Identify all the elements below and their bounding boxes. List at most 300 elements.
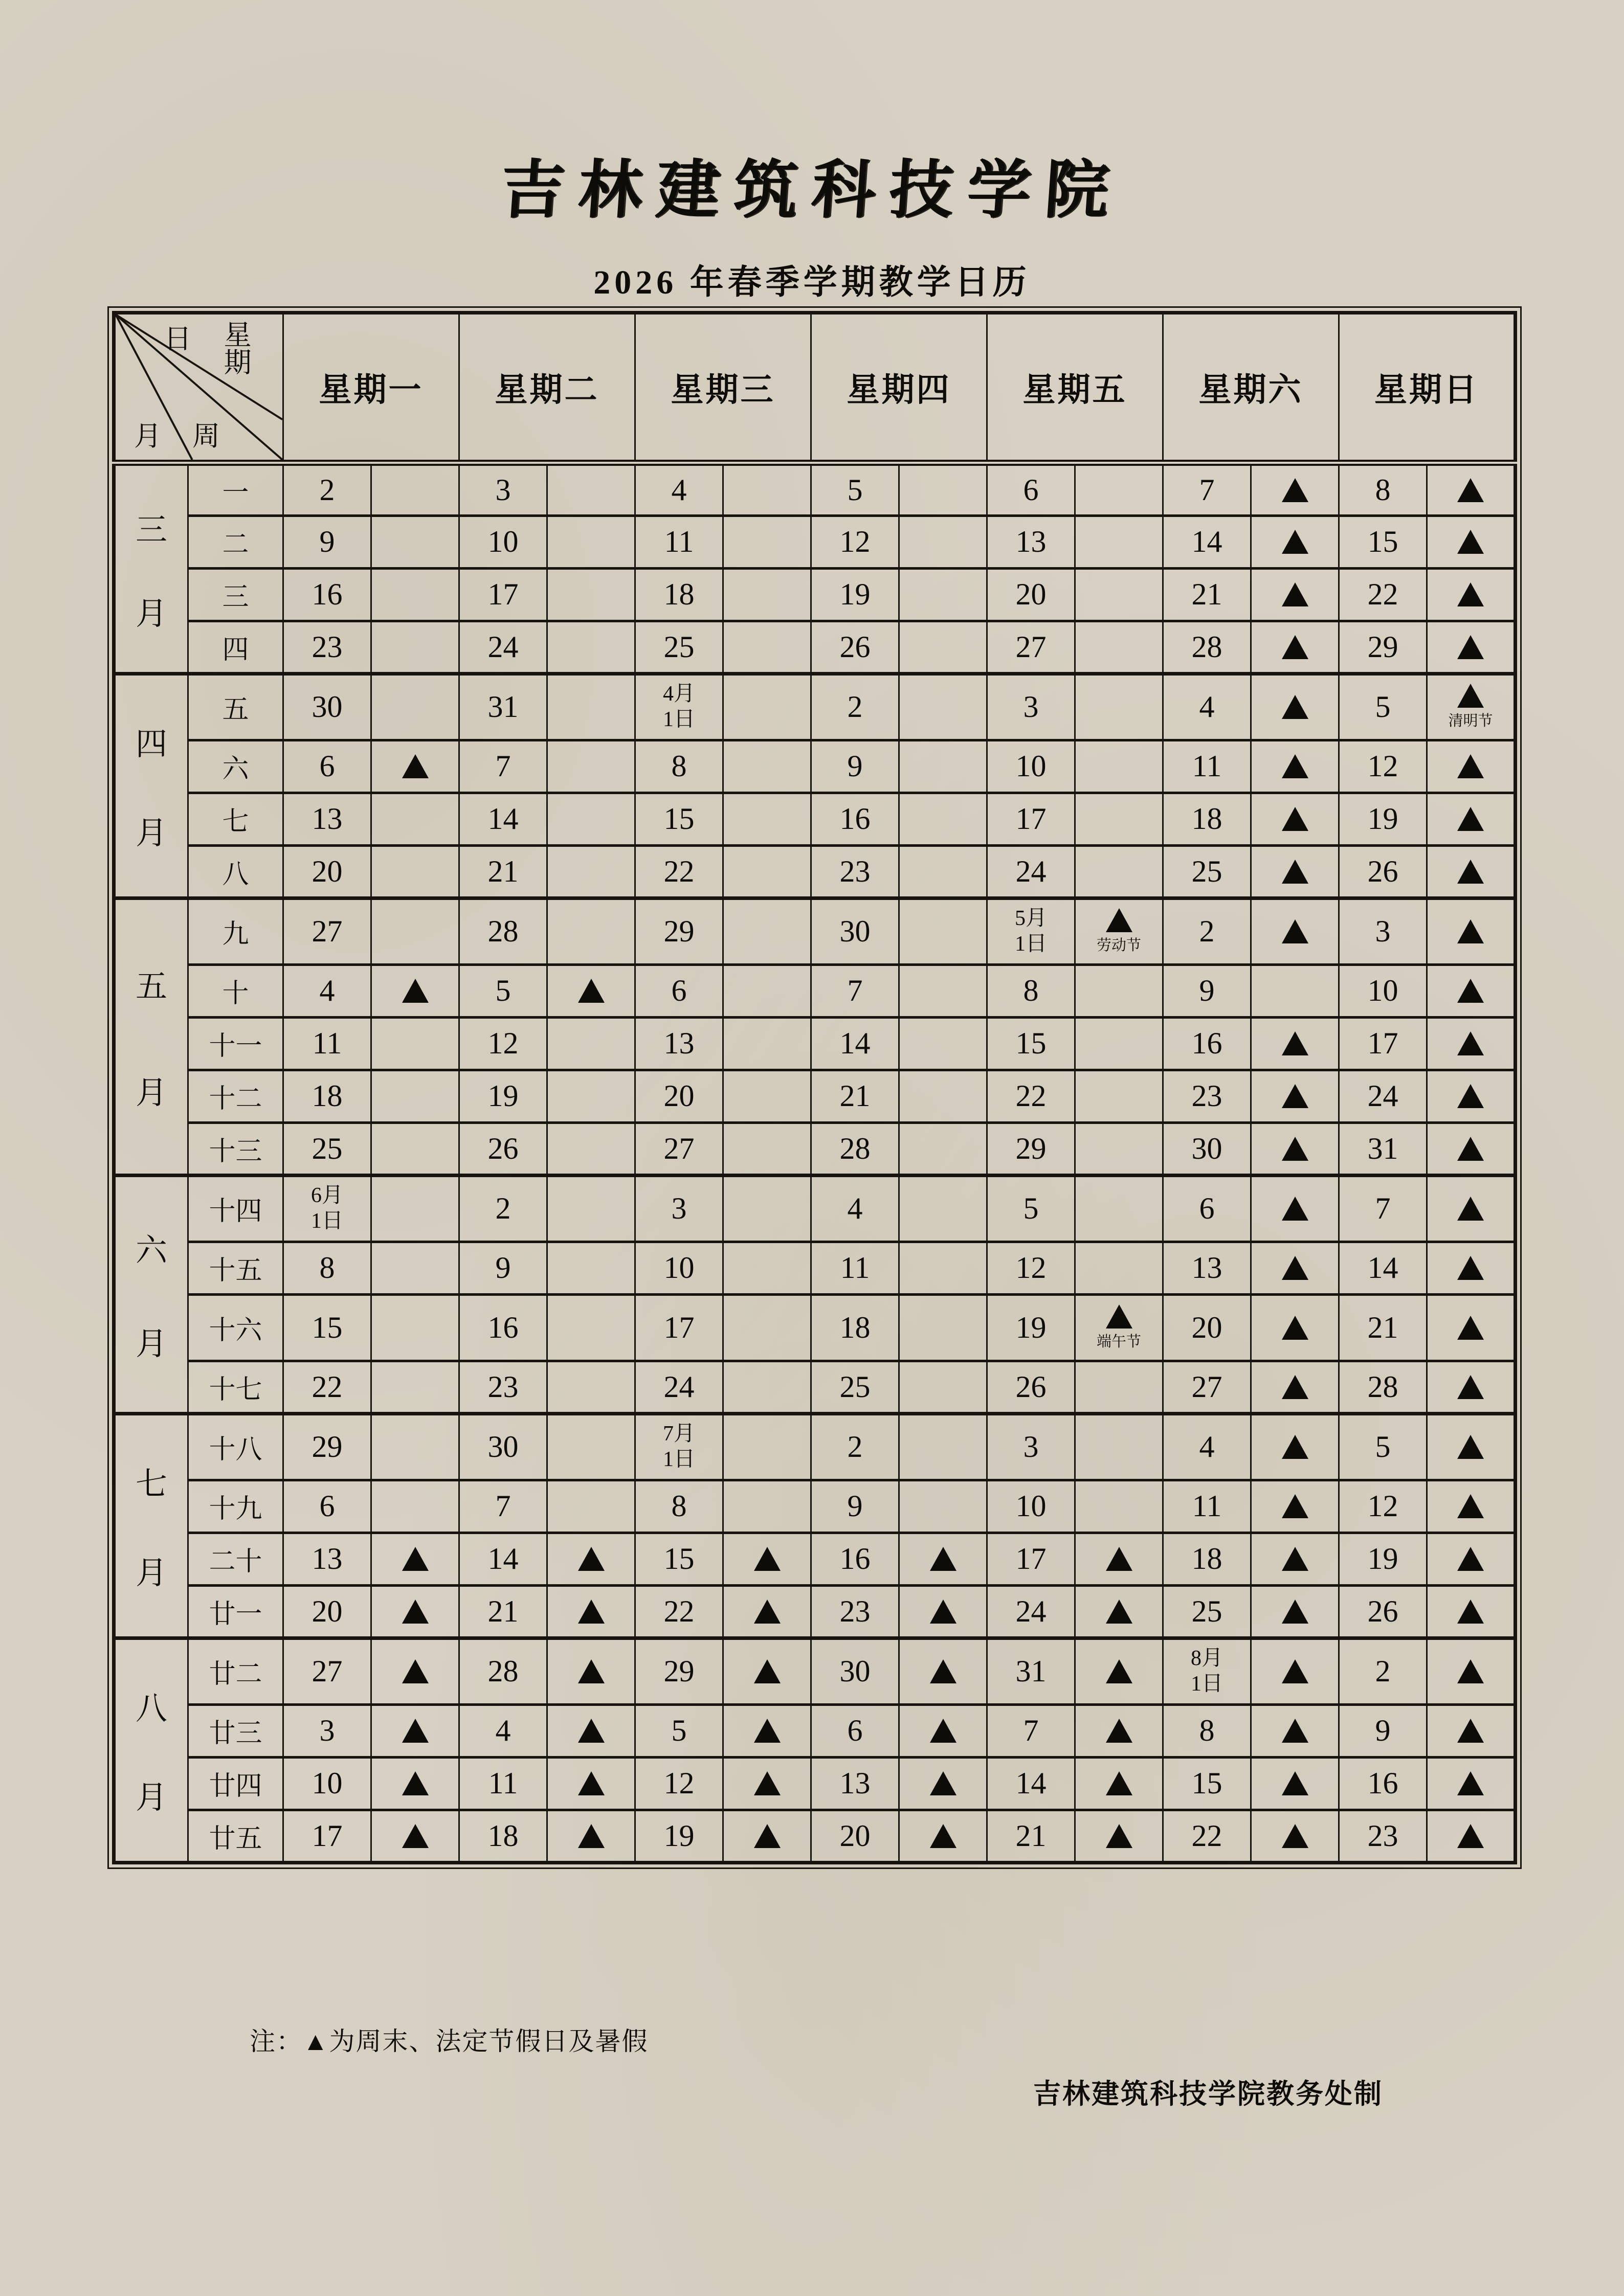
week-number: 一 [188,463,283,515]
holiday-marker-icon [1457,1137,1484,1161]
holiday-marker-icon [1282,1375,1308,1399]
date-cell: 13 [1163,1242,1251,1294]
date-cell: 28 [1163,621,1251,673]
marker-cell [1251,845,1339,898]
marker-cell [371,568,459,621]
date-cell [283,1175,371,1242]
holiday-marker-icon [1282,1494,1308,1518]
marker-cell [1427,1810,1516,1862]
corner-label-month: 月 [134,421,162,452]
date-cell: 29 [635,1638,723,1704]
marker-cell [1251,1175,1339,1242]
date-cell: 23 [459,1361,547,1413]
marker-cell [899,1122,987,1175]
holiday-marker-icon [402,1547,429,1571]
holiday-marker-icon [1282,1197,1308,1221]
month-label [114,673,188,898]
holiday-marker-icon [1457,979,1484,1003]
date-cell: 13 [283,793,371,845]
date-cell: 19 [1339,1533,1427,1585]
marker-cell [547,621,635,673]
holiday-marker-icon [1282,754,1308,778]
holiday-marker-icon [1282,582,1308,606]
date-cell: 4 [1163,673,1251,740]
date-cell: 9 [811,1480,899,1533]
marker-cell [1075,1638,1163,1704]
date-cell: 26 [1339,845,1427,898]
marker-cell [723,1361,811,1413]
date-cell: 29 [283,1413,371,1480]
date-cell: 11 [283,1017,371,1070]
holiday-marker-icon [402,754,429,778]
week-row [114,1810,1516,1862]
marker-cell [371,1122,459,1175]
date-cell: 22 [1163,1810,1251,1862]
calendar-body [114,463,1516,1862]
holiday-marker-icon [1282,1771,1308,1795]
holiday-marker-icon [1457,807,1484,831]
holiday-marker-icon [1282,919,1308,943]
date-cell: 4 [283,964,371,1017]
holiday-marker-icon [578,1719,605,1743]
week-number: 六 [188,740,283,793]
month-char: 月 [135,1556,167,1591]
week-number: 二 [188,515,283,568]
holiday-marker-icon [1282,1031,1308,1055]
marker-cell [723,1017,811,1070]
teaching-calendar-table [112,311,1517,1864]
date-line: 1日 [310,1209,343,1233]
marker-cell [1251,1070,1339,1122]
marker-cell [371,1585,459,1638]
date-cell: 6 [635,964,723,1017]
date-cell: 16 [811,1533,899,1585]
date-cell: 18 [1163,793,1251,845]
date-cell: 23 [283,621,371,673]
date-cell: 7 [987,1704,1075,1757]
date-cell: 30 [283,673,371,740]
marker-cell [1427,793,1516,845]
holiday-marker-icon [1457,1600,1484,1624]
holiday-marker-icon [754,1771,781,1795]
date-line: 1日 [662,1447,695,1471]
marker-cell [899,793,987,845]
marker-cell [899,1017,987,1070]
date-cell: 26 [459,1122,547,1175]
marker-cell [1251,1122,1339,1175]
marker-cell [1251,1361,1339,1413]
marker-cell [371,673,459,740]
week-row [114,1122,1516,1175]
marker-cell [547,793,635,845]
date-cell: 17 [283,1810,371,1862]
date-cell: 3 [283,1704,371,1757]
date-cell: 7 [459,1480,547,1533]
week-number: 廿四 [188,1757,283,1810]
holiday-marker-icon [1457,1256,1484,1280]
date-cell: 19 [459,1070,547,1122]
marker-cell [899,1070,987,1122]
date-cell: 19 [811,568,899,621]
marker-cell [371,1361,459,1413]
date-cell: 26 [811,621,899,673]
marker-cell [547,568,635,621]
holiday-marker-icon [1457,1084,1484,1108]
holiday-marker-icon [1282,1435,1308,1459]
corner-label-day: 日 [164,323,192,354]
month-char: 七 [135,1467,167,1502]
week-row [114,463,1516,515]
week-row [114,964,1516,1017]
holiday-marker-icon [1282,1084,1308,1108]
date-cell: 17 [635,1294,723,1361]
marker-cell [1427,1480,1516,1533]
date-cell: 6 [283,740,371,793]
date-cell: 3 [987,673,1075,740]
date-line: 7月 [662,1422,695,1446]
marker-cell [1075,793,1163,845]
marker-cell [1427,1413,1516,1480]
date-cell [635,673,723,740]
marker-cell [1075,1070,1163,1122]
marker-cell [371,621,459,673]
marker-cell [723,1704,811,1757]
holiday-marker-icon [1457,754,1484,778]
marker-cell [547,1017,635,1070]
date-cell: 8 [1163,1704,1251,1757]
marker-cell [371,793,459,845]
marker-cell [371,964,459,1017]
date-cell: 10 [987,740,1075,793]
holiday-marker-icon [1457,860,1484,884]
date-cell: 2 [283,463,371,515]
corner-label-weekday: 星期 [220,320,251,376]
date-cell: 21 [987,1810,1075,1862]
date-line: 1日 [1014,932,1047,956]
marker-cell [723,964,811,1017]
date-cell: 18 [1163,1533,1251,1585]
week-row [114,1242,1516,1294]
date-cell [635,1413,723,1480]
week-row [114,1638,1516,1704]
week-number: 八 [188,845,283,898]
date-cell: 24 [987,845,1075,898]
holiday-marker-icon [578,1824,605,1848]
date-cell: 10 [987,1480,1075,1533]
holiday-marker-icon [1457,1031,1484,1055]
date-cell: 31 [987,1638,1075,1704]
holiday-marker-icon [1457,1316,1484,1340]
marker-cell [371,1242,459,1294]
date-cell: 11 [811,1242,899,1294]
date-cell: 26 [987,1361,1075,1413]
marker-cell [723,1533,811,1585]
date-cell: 19 [987,1294,1075,1361]
marker-cell [547,740,635,793]
date-cell: 31 [459,673,547,740]
week-row [114,568,1516,621]
date-cell: 10 [459,515,547,568]
holiday-marker-icon [1457,1197,1484,1221]
marker-cell [371,1294,459,1361]
date-cell: 24 [1339,1070,1427,1122]
date-cell: 13 [635,1017,723,1070]
week-row [114,740,1516,793]
date-cell: 16 [459,1294,547,1361]
marker-cell [1427,1070,1516,1122]
marker-cell [1075,463,1163,515]
date-cell: 27 [283,1638,371,1704]
week-number: 三 [188,568,283,621]
date-cell: 25 [1163,845,1251,898]
date-cell: 20 [635,1070,723,1122]
header-row [114,313,1516,463]
holiday-marker-icon [1106,1659,1132,1683]
day-header-thursday: 星期四 [811,313,987,463]
marker-cell [1427,1638,1516,1704]
holiday-marker-icon [1457,1824,1484,1848]
marker-cell [723,898,811,964]
week-number: 二十 [188,1533,283,1585]
holiday-marker-icon [1457,1547,1484,1571]
week-row [114,1070,1516,1122]
marker-cell [547,1122,635,1175]
date-cell: 8 [635,1480,723,1533]
date-line: 8月 [1190,1646,1223,1670]
marker-cell [1075,621,1163,673]
marker-cell [371,463,459,515]
date-cell: 21 [459,845,547,898]
festival-label: 清明节 [1448,713,1493,729]
holiday-marker-icon [1457,1494,1484,1518]
marker-cell [723,673,811,740]
date-cell: 11 [459,1757,547,1810]
holiday-marker-icon [578,979,605,1003]
date-cell: 22 [283,1361,371,1413]
date-cell: 23 [1339,1810,1427,1862]
date-cell: 18 [459,1810,547,1862]
date-cell: 5 [635,1704,723,1757]
month-char: 四 [135,727,167,762]
date-line: 4月 [662,682,695,706]
legend-note: 注：▲为周末、法定节假日及暑假 [250,2027,649,2056]
marker-cell [1427,845,1516,898]
week-number: 十 [188,964,283,1017]
date-cell: 20 [1163,1294,1251,1361]
week-row [114,1175,1516,1242]
marker-cell [547,1361,635,1413]
holiday-marker-icon [1282,1600,1308,1624]
date-cell: 15 [635,793,723,845]
week-row [114,1413,1516,1480]
week-row [114,793,1516,845]
marker-cell [1427,898,1516,964]
week-number: 十六 [188,1294,283,1361]
marker-cell [547,1704,635,1757]
week-number: 十五 [188,1242,283,1294]
date-cell: 4 [811,1175,899,1242]
holiday-marker-icon [1282,1256,1308,1280]
date-cell: 5 [1339,1413,1427,1480]
marker-cell [723,568,811,621]
marker-cell [1075,1704,1163,1757]
date-cell: 5 [1339,673,1427,740]
corner-cell [114,313,283,463]
marker-cell [1427,1757,1516,1810]
date-cell: 7 [1339,1175,1427,1242]
date-cell: 12 [459,1017,547,1070]
date-cell: 27 [1163,1361,1251,1413]
date-line: 1日 [1190,1672,1223,1696]
marker-cell [1427,1242,1516,1294]
week-row [114,621,1516,673]
week-number: 廿一 [188,1585,283,1638]
date-cell: 9 [811,740,899,793]
date-cell: 15 [1339,515,1427,568]
week-number: 廿三 [188,1704,283,1757]
marker-cell [1075,1585,1163,1638]
date-cell: 4 [635,463,723,515]
holiday-marker-icon [1106,1719,1132,1743]
holiday-marker-icon [578,1659,605,1683]
day-header-monday: 星期一 [283,313,459,463]
date-cell: 22 [987,1070,1075,1122]
month-label [114,898,188,1175]
marker-cell [1251,1757,1339,1810]
marker-cell [1427,1017,1516,1070]
holiday-marker-icon [754,1547,781,1571]
marker-cell [371,1810,459,1862]
date-cell: 23 [811,845,899,898]
marker-cell [723,1638,811,1704]
holiday-marker-icon [1457,684,1484,708]
date-cell: 17 [1339,1017,1427,1070]
marker-cell [1075,1294,1163,1361]
date-cell [1163,1638,1251,1704]
marker-cell [1251,793,1339,845]
holiday-marker-icon [1106,1600,1132,1624]
date-cell: 21 [459,1585,547,1638]
date-cell: 13 [283,1533,371,1585]
marker-cell [1427,1175,1516,1242]
date-cell: 6 [283,1480,371,1533]
holiday-marker-icon [1106,1547,1132,1571]
marker-cell [1075,1480,1163,1533]
date-cell: 11 [635,515,723,568]
date-cell: 16 [811,793,899,845]
date-cell: 19 [1339,793,1427,845]
date-cell: 21 [811,1070,899,1122]
marker-cell [1251,1638,1339,1704]
month-char: 五 [135,969,167,1004]
date-cell: 12 [1339,1480,1427,1533]
date-cell: 29 [635,898,723,964]
date-cell: 2 [459,1175,547,1242]
date-cell: 25 [1163,1585,1251,1638]
week-number: 七 [188,793,283,845]
marker-cell [1251,1017,1339,1070]
holiday-marker-icon [402,1659,429,1683]
marker-cell [899,1585,987,1638]
marker-cell [723,1480,811,1533]
marker-cell [547,1585,635,1638]
marker-cell [1427,740,1516,793]
marker-cell [1251,621,1339,673]
marker-cell [1251,964,1339,1017]
date-cell: 14 [459,793,547,845]
date-cell: 24 [459,621,547,673]
date-cell: 29 [987,1122,1075,1175]
marker-cell [1075,515,1163,568]
marker-cell [547,1294,635,1361]
marker-cell [1075,1361,1163,1413]
marker-cell [899,1533,987,1585]
holiday-marker-icon [1282,635,1308,659]
marker-cell [899,673,987,740]
date-cell: 14 [1163,515,1251,568]
date-cell: 11 [1163,740,1251,793]
credit-line: 吉林建筑科技学院教务处制 [1033,2079,1383,2109]
date-cell: 14 [811,1017,899,1070]
date-cell: 17 [987,1533,1075,1585]
holiday-marker-icon [1282,478,1308,502]
holiday-marker-icon [1457,478,1484,502]
holiday-marker-icon [1282,1137,1308,1161]
holiday-marker-icon [930,1719,956,1743]
marker-cell [547,845,635,898]
festival-label: 劳动节 [1096,937,1141,954]
marker-cell [1427,1704,1516,1757]
month-char: 三 [135,512,167,548]
marker-cell [371,1413,459,1480]
date-cell: 23 [1163,1070,1251,1122]
date-cell: 18 [811,1294,899,1361]
marker-cell [899,1480,987,1533]
marker-cell [1427,1533,1516,1585]
date-cell: 30 [811,898,899,964]
marker-cell [547,515,635,568]
week-number: 十一 [188,1017,283,1070]
holiday-marker-icon [578,1771,605,1795]
date-cell: 18 [283,1070,371,1122]
date-cell: 31 [1339,1122,1427,1175]
marker-cell [547,1480,635,1533]
holiday-marker-icon [1282,1547,1308,1571]
marker-cell [723,845,811,898]
marker-cell [547,1810,635,1862]
month-char: 八 [135,1692,167,1727]
marker-cell [1251,515,1339,568]
month-label [114,1413,188,1638]
marker-cell [371,1533,459,1585]
marker-cell [899,1810,987,1862]
date-cell: 26 [1339,1585,1427,1638]
holiday-marker-icon [1106,1824,1132,1848]
marker-cell [547,1242,635,1294]
marker-cell [723,1757,811,1810]
marker-cell [371,898,459,964]
holiday-marker-icon [402,979,429,1003]
date-cell: 8 [283,1242,371,1294]
holiday-marker-icon [1457,1659,1484,1683]
date-cell: 18 [635,568,723,621]
date-cell: 13 [987,515,1075,568]
week-number: 十七 [188,1361,283,1413]
day-header-wednesday: 星期三 [635,313,811,463]
date-line: 6月 [310,1183,343,1207]
date-cell: 28 [459,898,547,964]
week-row [114,1480,1516,1533]
